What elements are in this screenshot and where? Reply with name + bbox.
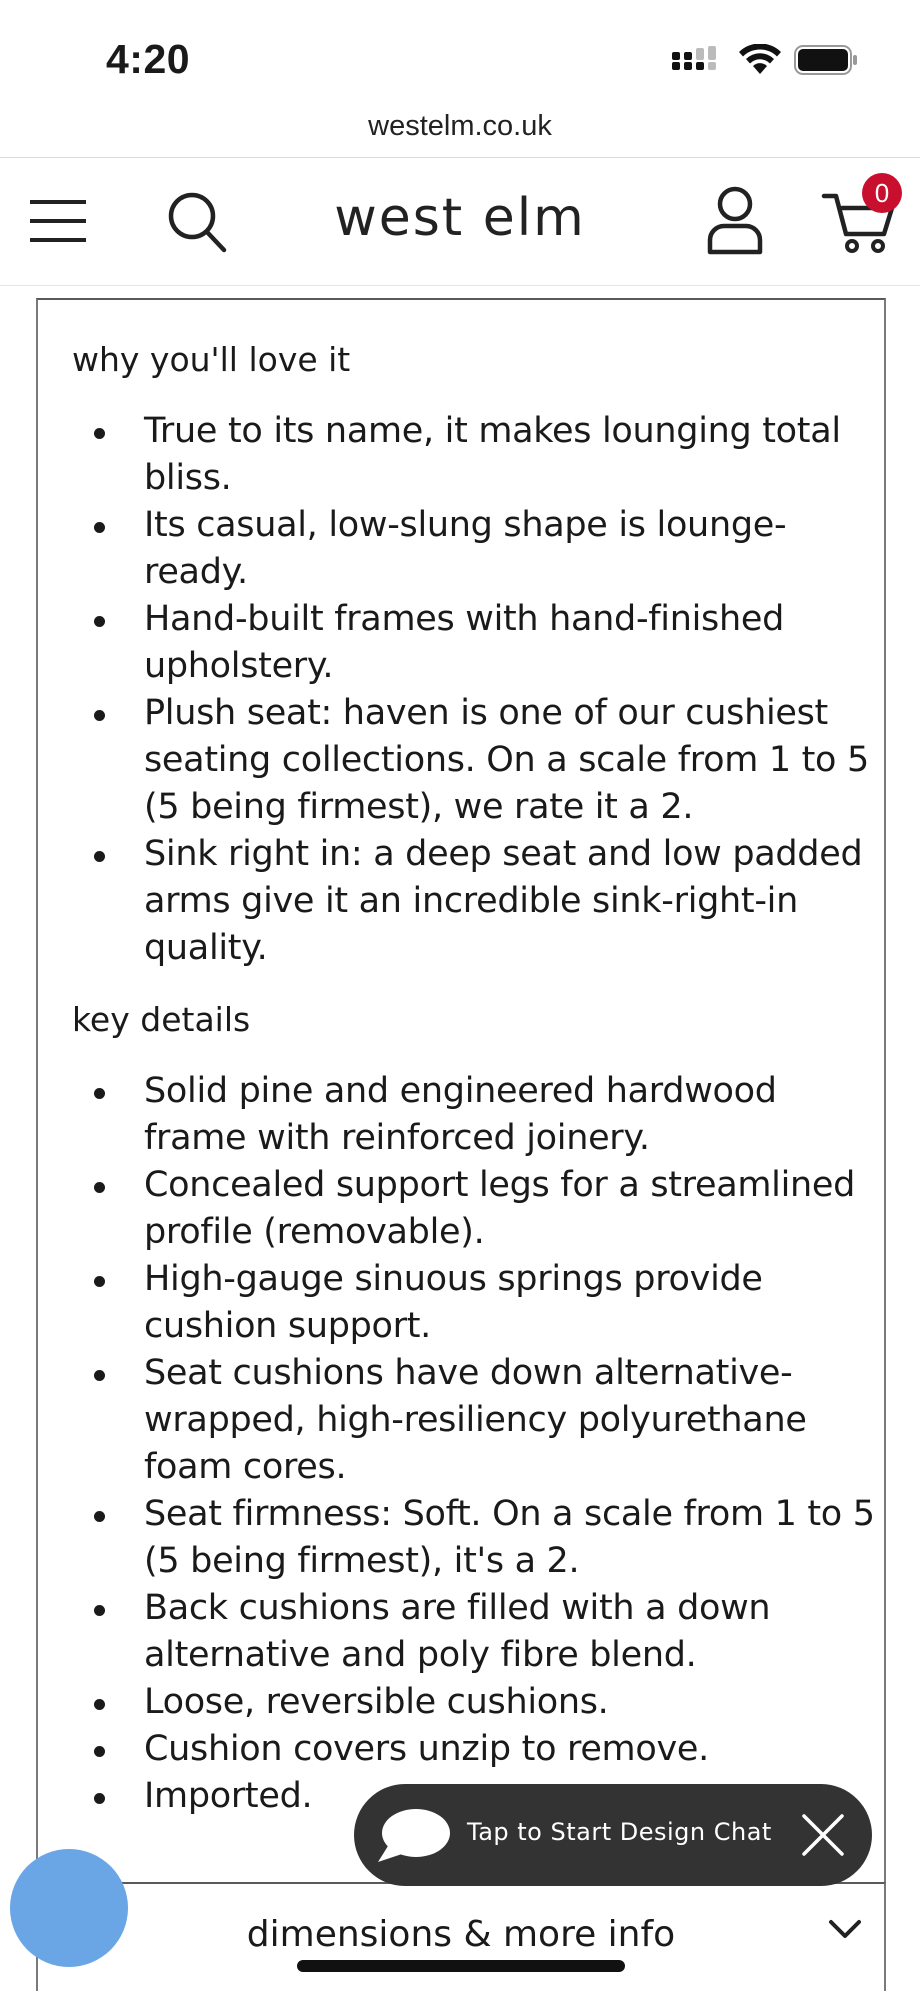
status-time: 4:20 [106, 36, 191, 82]
design-chat-button[interactable] [354, 1784, 872, 1886]
url-bar[interactable]: westelm.co.uk [0, 100, 920, 158]
list-item: Back cushions are filled with a down alternative and poly fibre blend. [88, 1585, 878, 1679]
wifi-icon [738, 44, 782, 76]
list-item: Concealed support legs for a streamlined profile (removable). [88, 1162, 878, 1256]
section-heading-key-details: key details [72, 1000, 251, 1039]
section-heading-why-love: why you'll love it [72, 340, 351, 379]
hamburger-menu-icon[interactable] [30, 188, 86, 254]
brand-logo[interactable]: west elm [334, 188, 586, 248]
list-item: High-gauge sinuous springs provide cushion support. [88, 1256, 878, 1350]
chat-label: Tap to Start Design Chat [467, 1818, 772, 1846]
product-details-panel [36, 298, 886, 1882]
close-icon[interactable] [800, 1812, 846, 1858]
list-item: Solid pine and engineered hardwood frame with reinforced joinery. [88, 1068, 878, 1162]
key-details-list [88, 1068, 878, 1820]
list-item: Loose, reversible cushions. [88, 1679, 878, 1726]
list-item: Seat firmness: Soft. On a scale from 1 to 5 (5 being firmest), it's a 2. [88, 1491, 878, 1585]
site-header [0, 158, 920, 286]
list-item: Hand-built frames with hand-finished upholstery. [88, 596, 878, 690]
why-love-list [88, 408, 878, 972]
battery-icon [794, 44, 858, 76]
list-item: Its casual, low-slung shape is lounge-ready. [88, 502, 878, 596]
list-item: Sink right in: a deep seat and low padded arms give it an incredible sink-right-in quality. [88, 831, 878, 972]
dimensions-accordion[interactable] [36, 1882, 886, 1991]
list-item: True to its name, it makes lounging total bliss. [88, 408, 878, 502]
cellular-signal-icon [672, 46, 722, 76]
list-item: Plush seat: haven is one of our cushiest seating collections. On a scale from 1 to 5 (5 being firmest), we rate it a 2. [88, 690, 878, 831]
home-indicator[interactable] [297, 1960, 625, 1972]
list-item: Imported. [88, 1773, 878, 1820]
floating-action-button[interactable] [10, 1849, 128, 1967]
status-bar [0, 0, 920, 100]
chat-bubble-icon [374, 1806, 454, 1866]
account-icon[interactable] [700, 180, 770, 260]
accordion-label: dimensions & more info [246, 1914, 676, 1955]
list-item: Seat cushions have down alternative-wrapped, high-resiliency polyurethane foam cores. [88, 1350, 878, 1491]
list-item: Cushion covers unzip to remove. [88, 1726, 878, 1773]
chevron-down-icon [828, 1918, 862, 1940]
cart-count-badge: 0 [862, 173, 902, 213]
search-icon[interactable] [164, 186, 230, 256]
